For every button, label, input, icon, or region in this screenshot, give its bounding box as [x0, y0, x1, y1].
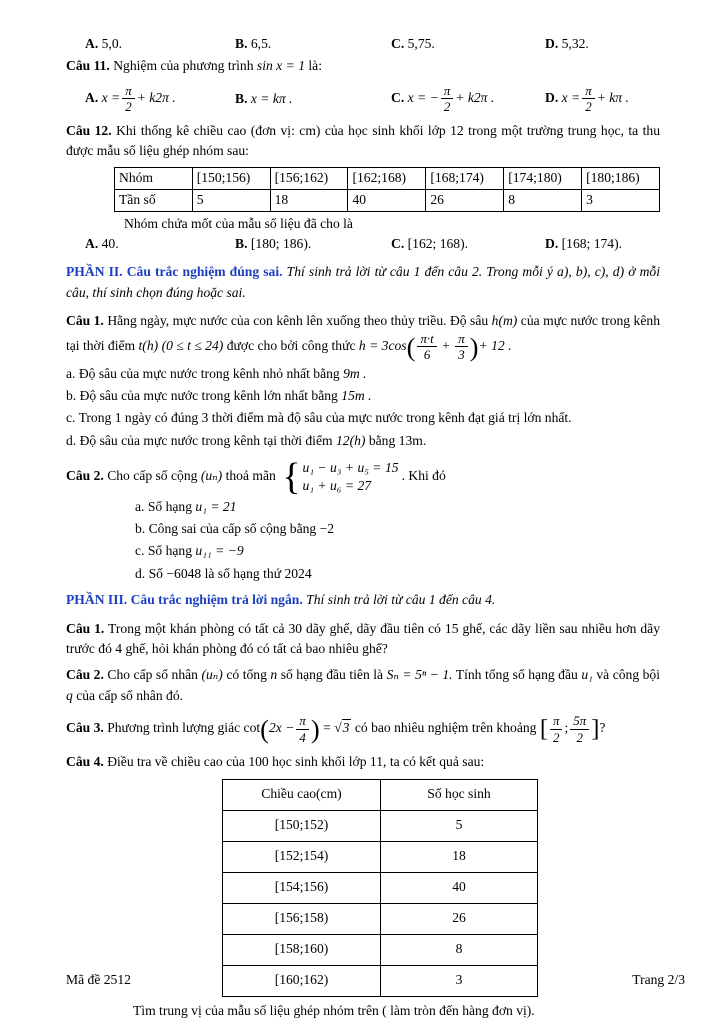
table-header-row: [115, 167, 660, 189]
table-row: [223, 903, 538, 934]
table-cell: 3: [381, 965, 538, 996]
question-text: của mực nước trong kênh tại thời điểm: [66, 313, 660, 353]
option-b: [235, 89, 391, 109]
option-label: A.: [85, 89, 99, 105]
fraction-numerator: 5π: [570, 714, 589, 730]
statement-c: [66, 408, 660, 428]
radical-symbol: √: [334, 720, 342, 736]
option-text: [168; 174).: [561, 235, 623, 251]
fraction-numerator: π: [582, 84, 594, 100]
math-post: + k2π .: [455, 89, 495, 105]
interval: [539, 713, 600, 745]
statement-c: [135, 541, 660, 561]
option-label: C.: [391, 89, 405, 105]
part2-title: PHẦN II. Câu trắc nghiệm đúng sai.: [66, 264, 283, 280]
question-text: có bao nhiêu nghiệm trên khoảng: [354, 720, 537, 736]
options-row-q11: [66, 79, 660, 119]
math-pre: x =: [101, 89, 121, 105]
table-cell: [156;162): [270, 167, 348, 189]
statement-text: b. Độ sâu của mực nước trong kênh lớn nhất bằng: [66, 388, 338, 404]
table-header-cell: Chiều cao(cm): [223, 779, 381, 810]
fraction-denominator: 2: [553, 729, 560, 745]
option-label: B.: [235, 90, 248, 106]
table-cell: [150;156): [192, 167, 270, 189]
question-text: có tổng: [226, 667, 267, 683]
option-label: D.: [545, 36, 559, 51]
equation-2: u₁ + u₆ = 27: [302, 477, 372, 493]
inline-math: q: [66, 687, 73, 703]
question-label: Câu 4.: [66, 754, 104, 770]
option-text: 5,32.: [561, 36, 589, 51]
frequency-table: [114, 167, 660, 212]
math-pre: x = −: [407, 89, 439, 105]
table-cell: 40: [348, 189, 426, 211]
statement-b: [66, 386, 660, 406]
options-row-q10: [66, 34, 660, 54]
page-footer: [66, 970, 685, 990]
question-label: Câu 2.: [66, 468, 104, 483]
statement-text: c. Trong 1 ngày có đúng 3 thời điểm mà độ sâu của mực nước trong kênh đạt giá trị lớn nhất.: [66, 410, 572, 426]
question-tail: . Khi đó: [401, 468, 446, 483]
table-cell: Nhóm: [115, 167, 193, 189]
open-bracket: [: [539, 715, 549, 743]
table-header-row: [223, 779, 538, 810]
inline-math: h(m): [491, 313, 518, 329]
question-label: Câu 1.: [66, 620, 105, 636]
open-paren: (: [406, 331, 416, 362]
table-row: [223, 872, 538, 903]
fraction-numerator: π: [550, 714, 562, 730]
question-text: được cho bởi công thức: [226, 337, 356, 353]
option-label: B.: [235, 36, 248, 51]
table-cell: [180;186): [582, 167, 660, 189]
fraction-numerator: π: [296, 714, 308, 730]
option-c: [391, 84, 545, 114]
table-cell: [156;158): [223, 903, 381, 934]
question-label: Câu 2.: [66, 667, 104, 683]
inline-math: 15m .: [341, 388, 372, 404]
table-cell: [160;162): [223, 965, 381, 996]
part3-heading: [66, 590, 660, 610]
close-paren: ): [310, 714, 320, 745]
radicand: 3: [342, 720, 350, 736]
statement-text: a. Số hạng: [135, 498, 193, 514]
fraction-denominator: 3: [458, 347, 465, 363]
fraction: [296, 714, 308, 744]
fraction-denominator: 4: [299, 729, 306, 745]
question-text: Phương trình lượng giác: [107, 720, 241, 736]
question-text: Hằng ngày, mực nước của con kênh lên xuống theo thủy triều. Độ sâu: [107, 313, 489, 329]
option-c: [391, 234, 545, 254]
question-tail: là:: [308, 58, 322, 74]
part2-subtitle: Thí sinh trả lời từ câu 1 đến câu 2. Trong mỗi ý a), b), c), d) ở mỗi câu, thí sinh chọn đúng hoặc sai.: [66, 264, 660, 300]
question-11: [66, 56, 660, 76]
math-pre: x =: [561, 89, 581, 105]
table-header-cell: Số học sinh: [381, 779, 538, 810]
statement-text: b. Công sai của cấp số cộng bằng −2: [135, 520, 335, 536]
table-cell: [168;174): [426, 167, 504, 189]
question-4-tail: Tìm trung vị của mẫu số liệu ghép nhóm trên ( làm tròn đến hàng đơn vị).: [133, 1002, 535, 1018]
table-cell: 5: [381, 810, 538, 841]
table-row: [223, 810, 538, 841]
option-d: [545, 234, 660, 254]
fraction: [417, 332, 436, 362]
table-cell: 5: [192, 189, 270, 211]
fraction-numerator: π: [455, 332, 467, 348]
option-a: [66, 34, 235, 54]
part3-question-2: [66, 665, 660, 706]
fraction-denominator: 6: [423, 347, 431, 363]
table-row: [223, 934, 538, 965]
inline-math: u₁ = 21: [195, 498, 237, 514]
statement-text: d. Số −6048 là số hạng thứ 2024: [135, 565, 312, 581]
argument: 2x −: [269, 720, 295, 736]
option-text: 40.: [101, 235, 119, 251]
sequence-symbol: (uₙ): [201, 667, 223, 683]
option-d: [545, 34, 660, 54]
part3-question-3: [66, 714, 660, 744]
exam-code: Mã đề 2512: [66, 971, 131, 987]
height-table: [222, 779, 538, 997]
question-label: Câu 3.: [66, 720, 104, 736]
question-label: Câu 11.: [66, 58, 110, 74]
option-math: x = kπ .: [250, 90, 293, 106]
option-b: [235, 34, 391, 54]
open-paren: (: [260, 714, 269, 745]
page-number: Trang 2/3: [632, 971, 685, 987]
part2-heading: [66, 262, 660, 303]
question-text: thoả mãn: [225, 468, 276, 483]
cot-equation: [243, 713, 352, 745]
option-text: 5,0.: [101, 36, 123, 51]
statement-d: [135, 564, 660, 584]
option-a: [66, 84, 235, 114]
statement-text: c. Số hạng: [135, 543, 193, 559]
table-cell: [162;168): [348, 167, 426, 189]
question-text: Điều tra về chiều cao của 100 học sinh khối lớp 11, ta có kết quả sau:: [107, 754, 485, 770]
question-text: Nghiệm của phương trình: [113, 58, 254, 74]
table-cell: 26: [426, 189, 504, 211]
fraction: [582, 84, 594, 114]
table-cell: 26: [381, 903, 538, 934]
part3-question-4: [66, 752, 660, 772]
fraction-denominator: 2: [125, 99, 132, 115]
statement-b: [135, 519, 660, 539]
function-name: cot: [243, 720, 261, 736]
equation-1: u₁ − u₃ + u₅ = 15: [302, 460, 399, 476]
option-label: C.: [391, 235, 405, 251]
question-12-prompt: Nhóm chứa mốt của mẫu số liệu đã cho là: [124, 215, 353, 231]
table-row: [223, 841, 538, 872]
fraction: [570, 714, 589, 744]
statement-text: d. Độ sâu của mực nước trong kênh tại thời điểm: [66, 432, 333, 448]
option-b: [235, 234, 391, 254]
equals-sign: =: [323, 720, 331, 736]
separator: ;: [564, 720, 569, 736]
option-text: [180; 186).: [250, 235, 312, 251]
table-cell: [152;154): [223, 841, 381, 872]
table-cell: 18: [270, 189, 348, 211]
fraction-numerator: π·t: [417, 332, 436, 348]
table-cell: 18: [381, 841, 538, 872]
question-text: Cho cấp số cộng: [107, 468, 198, 483]
question-text: Tính tổng số hạng đầu: [455, 667, 578, 683]
table-cell: 3: [582, 189, 660, 211]
inline-math: sin x = 1: [256, 58, 305, 74]
close-bracket: ]: [591, 715, 600, 743]
question-text: Trong một khán phòng có tất cả 30 dãy ghế, dãy đầu tiên có 15 ghế, các dãy liền sau nhiều hơn dãy trước đó 4 ghế, hỏi khán phòng đó có tất cả bao nhiêu ghế?: [66, 620, 660, 656]
fraction: [122, 84, 134, 114]
question-text: và công bội: [596, 667, 661, 683]
option-label: D.: [545, 235, 559, 251]
question-text: Khi thống kê chiều cao (đơn vị: cm) của học sinh khối lớp 12 trong một trường trung học, ta thu được mẫu số liệu ghép nhóm sau:: [66, 122, 660, 159]
plus-sign: +: [442, 337, 450, 353]
statement-tail: bằng 13m.: [368, 432, 427, 448]
option-text: 6,5.: [250, 36, 272, 51]
table-cell: [158;160): [223, 934, 381, 965]
math-post: + k2π .: [136, 89, 176, 105]
formula-lhs: h = 3cos: [358, 337, 407, 353]
fraction: [550, 714, 562, 744]
question-text: Cho cấp số nhân: [107, 667, 198, 683]
table-cell: 8: [381, 934, 538, 965]
inline-math: Sₙ = 5ⁿ − 1.: [386, 667, 453, 683]
statement-d: [66, 431, 660, 451]
math-post: + kπ .: [596, 89, 629, 105]
question-12: [66, 121, 660, 162]
inline-math: u₁: [581, 667, 593, 683]
inline-math: (0 ≤ t ≤ 24): [161, 337, 224, 353]
option-label: D.: [545, 89, 559, 105]
table-cell: Tần số: [115, 189, 193, 211]
statement-a: [66, 364, 660, 384]
table-cell: [174;180): [504, 167, 582, 189]
equations: [303, 459, 399, 494]
table-cell: 40: [381, 872, 538, 903]
fraction-denominator: 2: [585, 99, 592, 115]
question-tail: ?: [599, 720, 606, 736]
table-frequency-row: [115, 189, 660, 211]
depth-formula: [358, 330, 512, 363]
part3-title: PHẦN III. Câu trắc nghiệm trả lời ngắn.: [66, 592, 303, 608]
statement-a: [135, 497, 660, 517]
inline-math: n: [270, 667, 278, 683]
part2-question-1: [66, 311, 660, 362]
inline-math: t(h): [138, 337, 159, 353]
fraction-numerator: π: [441, 84, 453, 100]
option-label: A.: [85, 36, 99, 51]
fraction-denominator: 2: [443, 99, 451, 115]
inline-math: 9m .: [343, 365, 367, 381]
fraction: [441, 84, 453, 114]
inline-math: 12(h): [335, 432, 366, 448]
options-row-q12: [66, 234, 660, 254]
statement-text: a. Độ sâu của mực nước trong kênh nhỏ nhất bằng: [66, 365, 340, 381]
inline-math: u₁₁ = −9: [195, 543, 244, 559]
fraction: [455, 332, 467, 362]
option-text: [162; 168).: [407, 235, 469, 251]
question-text: của cấp số nhân đó.: [76, 687, 184, 703]
option-label: C.: [391, 36, 405, 51]
question-label: Câu 1.: [66, 313, 104, 329]
part3-question-1: [66, 619, 660, 660]
question-label: Câu 12.: [66, 122, 112, 138]
part3-subtitle: Thí sinh trả lời từ câu 1 đến câu 4.: [306, 592, 496, 608]
formula-rhs: + 12 .: [478, 337, 512, 353]
option-a: [66, 234, 235, 254]
option-label: A.: [85, 235, 99, 251]
option-text: 5,75.: [407, 36, 435, 51]
option-d: [545, 84, 660, 114]
sequence-symbol: (uₙ): [200, 468, 223, 483]
table-cell: [150;152): [223, 810, 381, 841]
table-cell: [154;156): [223, 872, 381, 903]
part2-question-2: [66, 455, 660, 498]
option-c: [391, 34, 545, 54]
close-paren: ): [469, 331, 479, 362]
fraction-denominator: 2: [576, 729, 583, 745]
square-root: [334, 719, 351, 735]
equation-system: { u₁ − u₃ + u₅ = 15 u₁ + u₆ = 27: [282, 455, 399, 498]
question-text: số hạng đầu tiên là: [280, 667, 384, 683]
table-cell: 8: [504, 189, 582, 211]
fraction-numerator: π: [122, 84, 134, 100]
option-label: B.: [235, 235, 248, 251]
